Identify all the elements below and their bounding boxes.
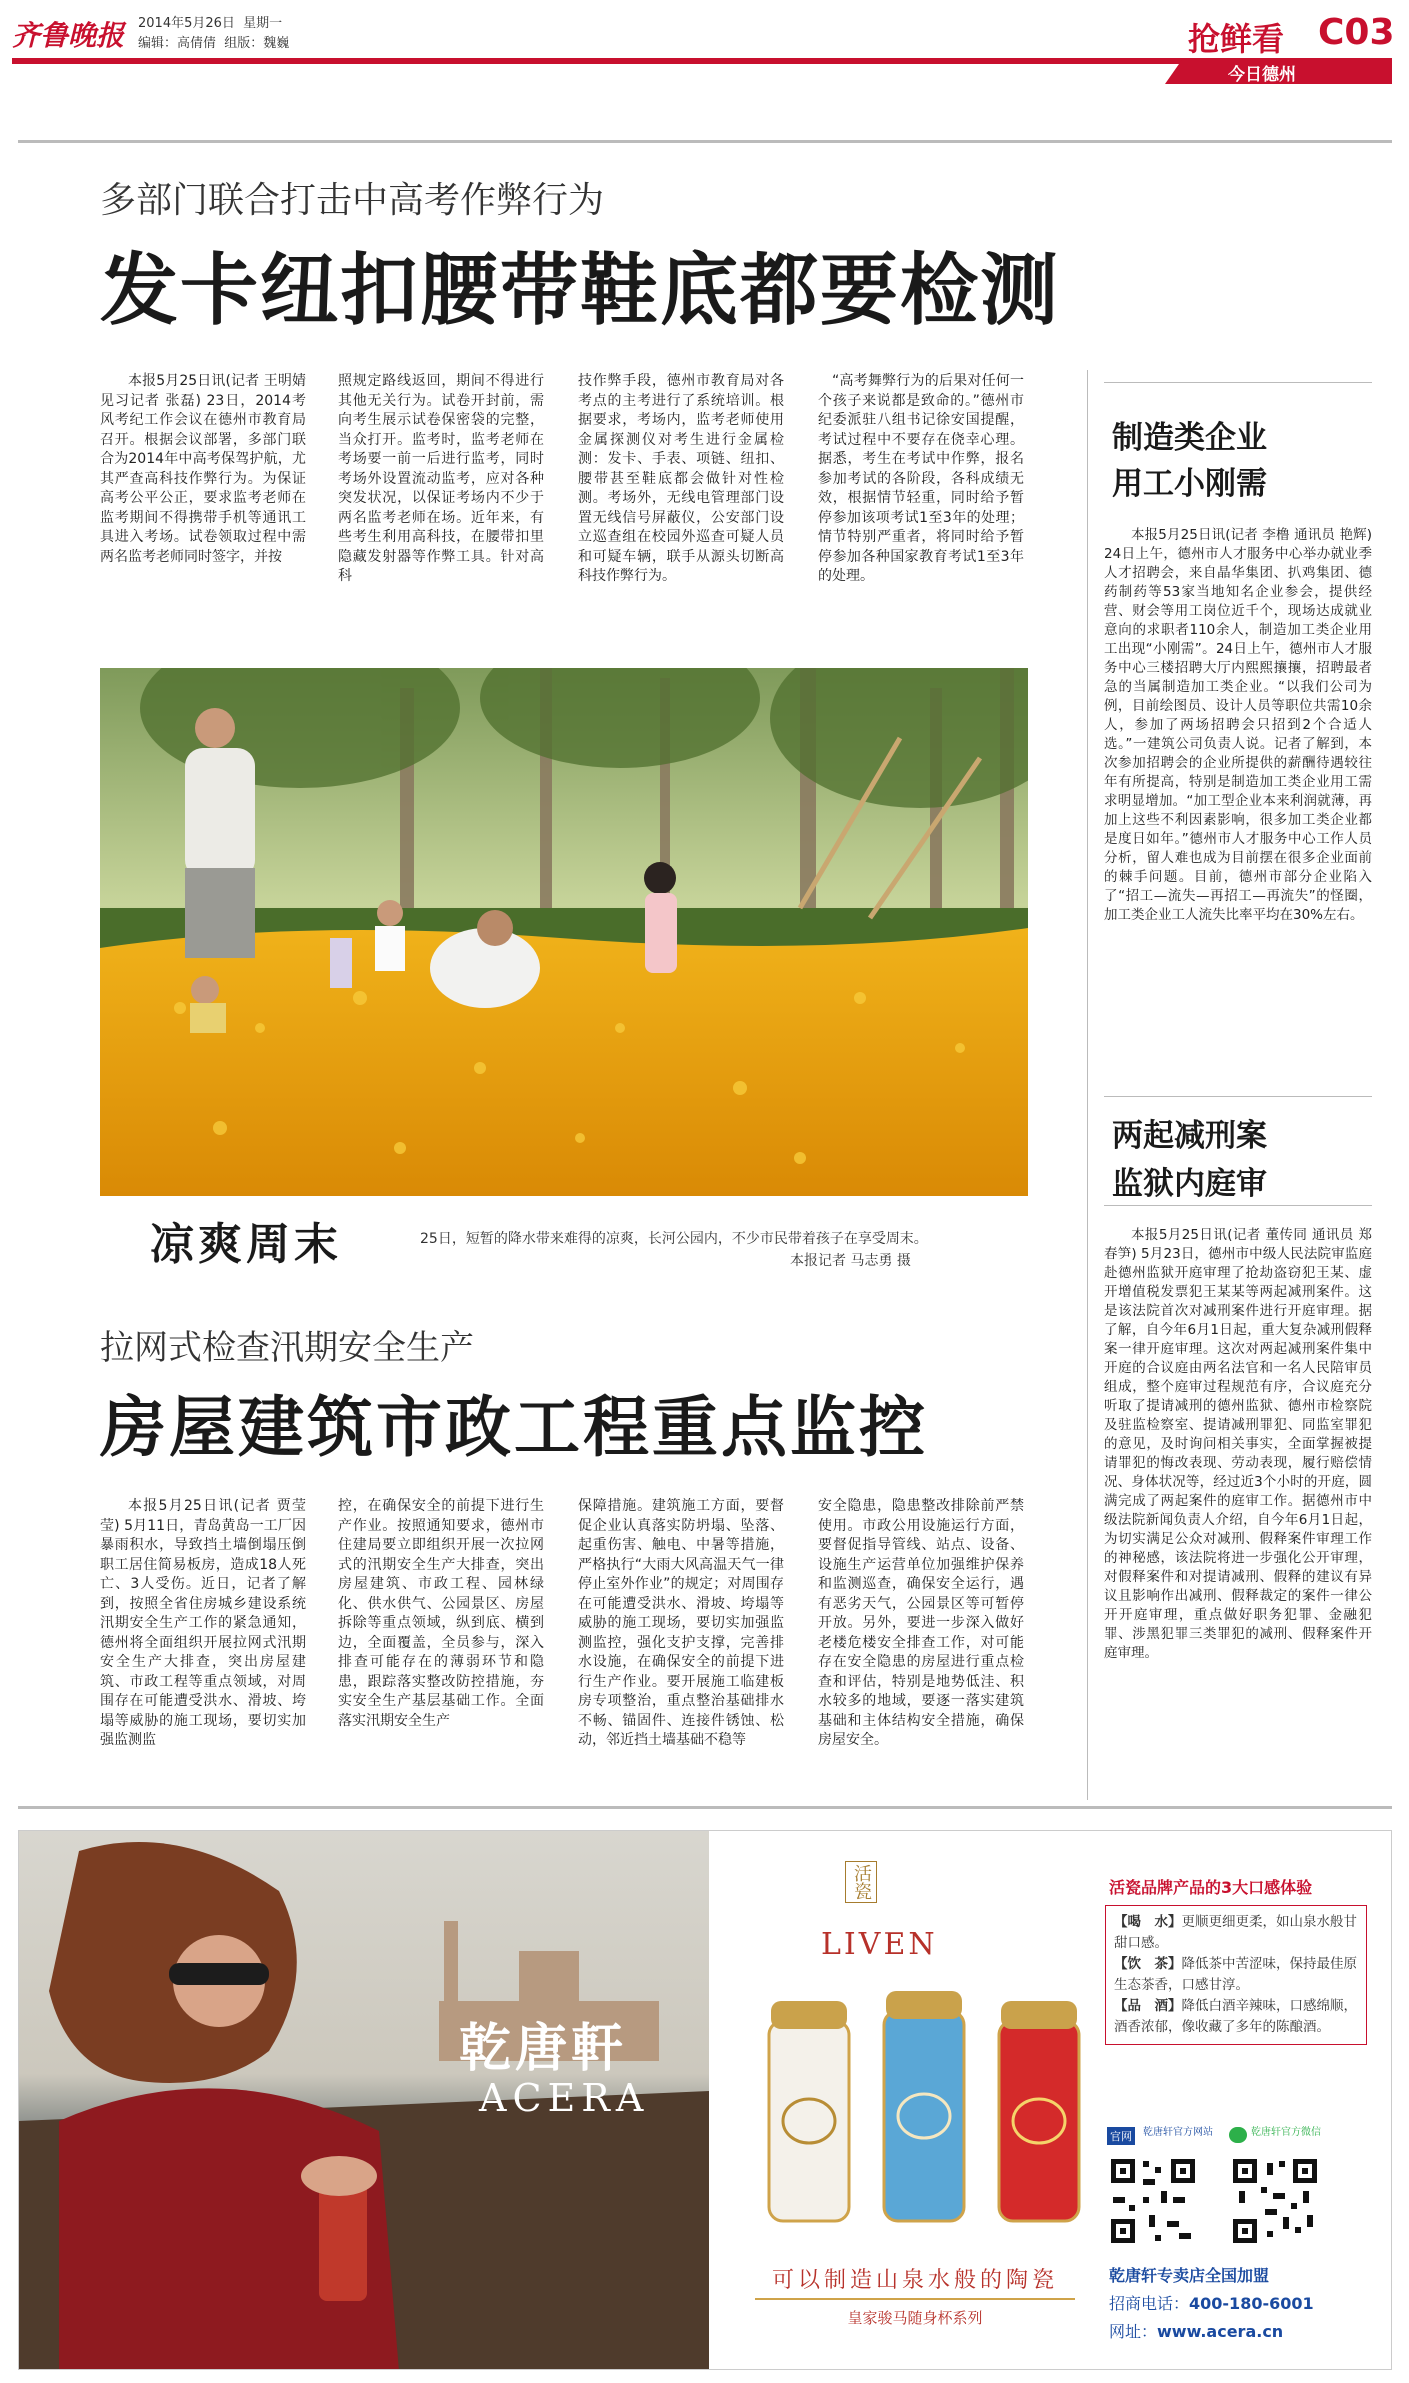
story1-col2: 照规定路线返回，期间不得进行其他无关行为。试卷开封前，需向考生展示试卷保密袋的完整，当众打开。监考时，监考老师在考场要一前一后进行监考，同时考场外设置流动监考，应对各种突发状况，以保证考场内不少于两名监考老师在场。近年来，有些考生利用高科技，在腰带扣里隐藏发射器等作弊工具。针对高科 (338, 373, 544, 584)
photo-caption: 25日，短暂的降水带来难得的凉爽，长河公园内，不少市民带着孩子在享受周末。 (420, 1231, 928, 1247)
story2-headline: 房屋建筑市政工程重点监控 (100, 1389, 928, 1466)
ad-wechat-icon (1229, 2127, 1247, 2143)
ad-brand-cn: 乾唐軒 (459, 2018, 628, 2079)
story1-col1: 本报5月25日讯(记者 王明婧 见习记者 张磊) 23日，2014考风考纪工作会议在德州市教育局召开。根据会议部署，多部门联合为2014年中高考保驾护航，尤其严查高科技作弊行为。为保证高考公平公正，要求监考老师在监考期间不得携带手机等通讯工具进入考场。试卷领取过程中需两名监考老师同时签字，并按 (100, 373, 306, 565)
story1-headline: 发卡纽扣腰带鞋底都要检测 (100, 246, 1061, 336)
ad-qr2-code (1231, 2157, 1319, 2245)
side-top-rule (1104, 382, 1372, 383)
story2-kicker: 拉网式检查汛期安全生产 (100, 1328, 474, 1368)
ad-benefit-item: 【品 酒】降低白酒辛辣味，口感绵顺，酒香浓郁，像收藏了多年的陈酿酒。 (1114, 1998, 1357, 2035)
ad-web-url: www.acera.cn (1157, 2322, 1284, 2341)
ad-benefit-item: 【饮 茶】降低茶中苦涩味，保持最佳原生态茶香，口感甘淳。 (1114, 1956, 1357, 1993)
ad-product-brand: LIVEN (821, 1927, 938, 1962)
ad-series: 皇家骏马随身杯系列 (847, 2309, 983, 2327)
side1-headline-1: 制造类企业 (1112, 420, 1267, 456)
story1-kicker: 多部门联合打击中高考作弊行为 (100, 180, 605, 221)
bottom-divider (18, 1806, 1392, 1809)
ad-web-label: 网址： (1109, 2322, 1158, 2341)
ad-box-title: 活瓷品牌产品的3大口感体验 (1109, 1878, 1313, 1897)
top-divider (18, 140, 1392, 143)
park-photo-image (100, 668, 1028, 1196)
ad-qr2-text: 乾唐轩官方微信 (1251, 2127, 1321, 2138)
photo-credit: 本报记者 马志勇 摄 (790, 1253, 911, 1269)
ad-seal: 活瓷 (845, 1861, 877, 1903)
story1-col3: 技作弊手段，德州市教育局对各考点的主考进行了系统培训。根据要求，考场内，监考老师使用金属探测仪对考生进行金属检测：发卡、手表、项链、纽扣、腰带甚至鞋底都会做针对性检测。考场外，无线电管理部门设置无线信号屏蔽仪，公安部门设立巡查组在校园外巡查可疑人员和可疑车辆，联手从源头切断高科技作弊行为。 (578, 373, 784, 584)
story2-col4: 安全隐患，隐患整改排除前严禁使用。市政公用设施运行方面，要督促指导管线、站点、设备、设施生产运营单位加强维护保养和监测巡查，确保安全运行，遇有恶劣天气，公园景区等可暂停开放。另外，要进一步深入做好老楼危楼安全排查工作，对可能存在安全隐患的房屋进行重点检查和评估，特别是地势低洼、积水较多的地域，要逐一落实建筑基础和主体结构安全措施，确保房屋安全。 (818, 1498, 1024, 1748)
story1-col4: “高考舞弊行为的后果对任何一个孩子来说都是致命的。”德州市纪委派驻八组书记徐安国提醒，考试过程中不要存在侥幸心理。据悉，考生在考试中作弊，报名参加考试的各阶段，各科成绩无效，根据情节轻重，同时给予暂停参加该项考试1至3年的处理；情节特别严重者，将同时给予暂停参加各种国家教育考试1至3年的处理。 (818, 373, 1024, 584)
section-name: 抢鲜看 (1188, 20, 1285, 58)
story2-col1: 本报5月25日讯(记者 贾莹莹) 5月11日，青岛黄岛一工厂因暴雨积水，导致挡土墙倒塌压倒职工居住简易板房，造成18人死亡、3人受伤。近日，记者了解到，按照全省住房城乡建设系统汛期安全生产工作的紧急通知，德州将全面组织开展拉网式汛期安全生产大排查，突出房屋建筑、市政工程等重点领域，对周围存在可能遭受洪水、滑坡、垮塌等威胁的施工现场，要切实加强监测监 (100, 1498, 306, 1748)
story2-col3: 保障措施。建筑施工方面，要督促企业认真落实防坍塌、坠落、起重伤害、触电、中暑等措施，严格执行“大雨大风高温天气一律停止室外作业”的规定；对周围存在可能遭受洪水、滑坡、垮塌等威胁的施工现场，要切实加强监测监控，强化支护支撑，完善排水设施，在确保安全的前提下进行生产作业。要开展施工临建板房专项整治，重点整治基础排水不畅、锚固件、连接件锈蚀、松动，邻近挡土墙基础不稳等 (578, 1498, 784, 1748)
side2-headline-2: 监狱内庭审 (1112, 1166, 1267, 1202)
ad-qr1-label: 官网 (1107, 2127, 1135, 2145)
ad-cups-image (749, 1981, 1099, 2241)
park-photo (100, 668, 1028, 1196)
issue-date: 2014年5月26日 星期一 (138, 16, 283, 31)
ad-phone-label: 招商电话： (1109, 2294, 1190, 2313)
ad-benefit-item: 【喝 水】更顺更细更柔，如山泉水般甘甜口感。 (1114, 1914, 1357, 1951)
side-column-divider (1087, 370, 1088, 1800)
ad-benefit-list (1105, 1905, 1367, 2045)
ad-phone (1109, 2291, 1314, 2314)
side1-headline-2: 用工小刚需 (1112, 466, 1267, 502)
issue-editors: 编辑：高倩倩 组版：魏巍 (138, 36, 290, 51)
ad-qr1-code (1109, 2157, 1197, 2245)
side2-headline-1: 两起减刑案 (1112, 1118, 1267, 1154)
ad-brand-en: ACERA (479, 2076, 650, 2120)
side-headline-rule (1104, 1205, 1372, 1206)
side1-body: 本报5月25日讯(记者 李橹 通讯员 艳辉) 24日上午，德州市人才服务中心举办就业季人才招聘会，来自晶华集团、扒鸡集团、德药制药等53家当地知名企业参会，提供经营、财会等用工岗位近千个，现场达成就业意向的求职者110余人，制造加工类企业用工出现“小刚需”。24日上午，德州市人才服务中心三楼招聘大厅内熙熙攘攘，招聘最者急的当属制造加工类企业。“以我们公司为例，目前绘图员、设计人员等职位共需10余人，参加了两场招聘会只招到2个合适人选。”一建筑公司负责人说。记者了解到，本次参加招聘会的企业所提供的薪酬待遇较往年有所提高，特别是制造加工类企业用工需求明显增加。“加工型企业本来利润就薄，再加上这些不利因素影响，很多加工类企业都是度日如年。”德州市人才服务中心工作人员分析，留人难也成为目前摆在很多企业面前的棘手问题。目前，德州市部分企业陷入了“招工—流失—再招工—再流失”的怪圈，加工类企业工人流失比率平均在30%左右。 (1104, 527, 1372, 923)
ad-qr1-text: 乾唐轩官方网站 (1143, 2127, 1213, 2138)
ad-website (1109, 2319, 1283, 2342)
story2-col2: 控，在确保安全的前提下进行生产作业。按照通知要求，德州市住建局要立即组织开展一次拉网式的汛期安全生产大排查，突出房屋建筑、市政工程、园林绿化、供水供气、公园景区、房屋拆除等重点领域，纵到底、横到边，全面覆盖，全员参与，深入排查可能存在的薄弱环节和隐患，跟踪落实整改防控措施，夯实安全生产基层基础工作。全面落实汛期安全生产 (338, 1498, 544, 1729)
ad-phone-number: 400-180-6001 (1189, 2294, 1314, 2313)
side2-body: 本报5月25日讯(记者 董传同 通讯员 郑春笋) 5月23日，德州市中级人民法院审监庭赴德州监狱开庭审理了抢劫盗窃犯王某、虚开增值税发票犯王某某等两起减刑案件。这是该法院首次对减刑案件进行开庭审理。据了解，自今年6月1日起，重大复杂减刑假释案一律开庭审理。这次对两起减刑案件集中开庭的合议庭由两名法官和一名人民陪审员组成，整个庭审过程规范有序，合议庭充分听取了提请减刑的德州监狱、德州市检察院及驻监检察室、提请减刑罪犯、同监室罪犯的意见，及时询问相关事实，全面掌握被提请罪犯的悔改表现、劳动表现，履行赔偿情况、身体状况等，经过近3个小时的开庭，圆满完成了两起案件的庭审工作。据德州市中级法院新闻负责人介绍，自今年6月1日起，为切实满足公众对减刑、假释案件审理工作的神秘感，该法院将进一步强化公开审理，对假释案件和对提请减刑、假释的建议有异议且影响作出减刑、假释裁定的案件一律公开开庭审理，重点做好职务犯罪、金融犯罪、涉黑犯罪三类罪犯的减刑、假释案件开庭审理。 (1104, 1227, 1372, 1661)
section-sub: 今日德州 (1228, 65, 1296, 85)
side-mid-rule (1104, 1096, 1372, 1097)
page-number: C03 (1318, 12, 1395, 53)
photo-title: 凉爽周末 (150, 1219, 342, 1270)
paper-logo: 齐鲁晚报 (12, 19, 125, 52)
ad-panel (18, 1830, 1392, 2370)
ad-franchise: 乾唐轩专卖店全国加盟 (1109, 2266, 1270, 2285)
ad-slogan: 可以制造山泉水般的陶瓷 (755, 2263, 1075, 2300)
